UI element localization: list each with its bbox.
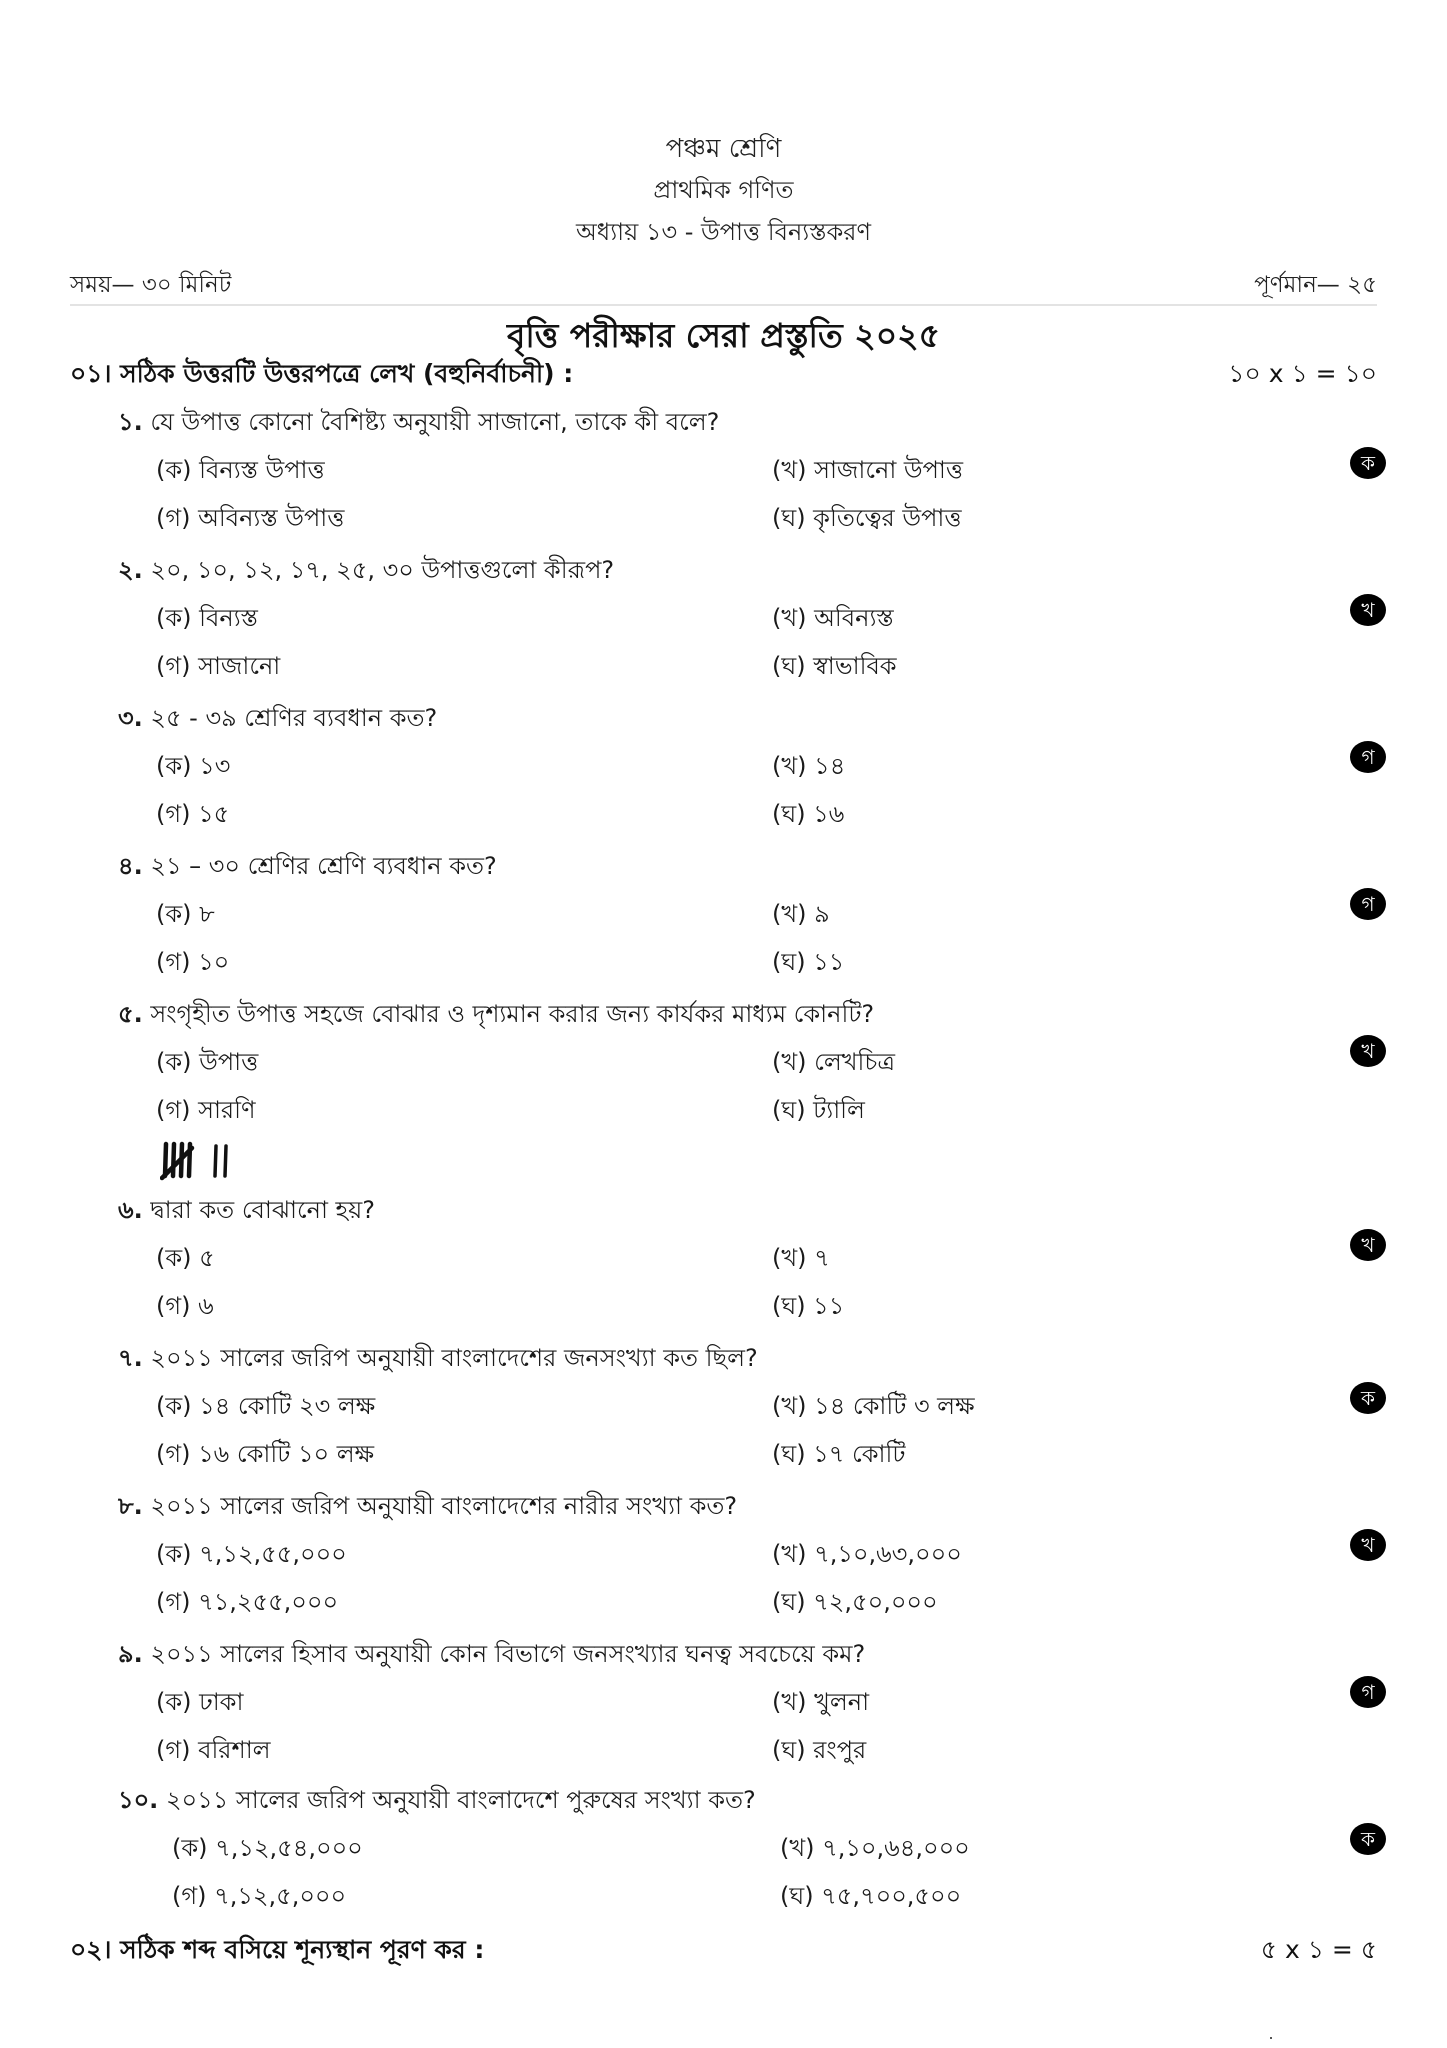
- option-ka: (ক) ৭,১২,৫৫,০০০: [156, 1540, 347, 1568]
- tally-stroke: [215, 1146, 216, 1176]
- question-number: ৩.: [118, 704, 143, 732]
- tally-stroke: [173, 1144, 174, 1176]
- option-kha: (খ) অবিন্যস্ত: [772, 604, 894, 632]
- option-ka: (ক) বিন্যস্ত: [156, 604, 258, 632]
- option-kha: (খ) ৯: [772, 900, 830, 928]
- question-text: ২০১১ সালের জরিপ অনুযায়ী বাংলাদেশের জনসংখ্যা কত ছিল?: [150, 1344, 758, 1372]
- section1-heading: ০১। সঠিক উত্তরটি উত্তরপত্রে লেখ (বহুনির্বাচনী) :: [70, 359, 574, 388]
- meta-row: [70, 266, 1377, 305]
- option-ka: (ক) ১৪ কোটি ২৩ লক্ষ: [156, 1392, 376, 1420]
- question-text: ২০১১ সালের হিসাব অনুযায়ী কোন বিভাগে জনসংখ্যার ঘনত্ব সবচেয়ে কম?: [150, 1640, 866, 1668]
- question-text: ২১ – ৩০ শ্রেণির শ্রেণি ব্যবধান কত?: [150, 852, 497, 880]
- option-gha: (ঘ) ১১: [772, 1292, 845, 1320]
- option-ka: (ক) ঢাকা: [156, 1688, 244, 1716]
- section1-heading-row: [70, 354, 1377, 397]
- question-number: ৮.: [118, 1492, 143, 1520]
- option-ka: (ক) ৮: [156, 900, 215, 928]
- section2-marks: ৫ x ১ = ৫: [1260, 1935, 1377, 1964]
- option-kha: (খ) ১৪: [772, 752, 846, 780]
- answer-badge: ক: [1350, 447, 1386, 479]
- answer-badge: গ: [1350, 1676, 1386, 1708]
- header-divider: [70, 304, 1377, 306]
- option-ka: (ক) বিন্যস্ত উপাত্ত: [156, 456, 325, 484]
- question-9: [118, 1636, 865, 1676]
- tally-marks-icon: [160, 1138, 250, 1182]
- option-ga: (গ) ৬: [156, 1292, 214, 1320]
- option-kha: (খ) ৭,১০,৬৪,০০০: [780, 1834, 970, 1862]
- answer-badge: ক: [1350, 1823, 1386, 1855]
- option-ga: (গ) ৭১,২৫৫,০০০: [156, 1588, 339, 1616]
- answer-badge: খ: [1350, 1229, 1386, 1261]
- question-3: [118, 700, 437, 740]
- option-ga: (গ) বরিশাল: [156, 1736, 271, 1764]
- answer-badge: খ: [1350, 1529, 1386, 1561]
- question-number: ১.: [118, 408, 143, 436]
- question-6: [118, 1192, 375, 1232]
- question-text: ২০১১ সালের জরিপ অনুযায়ী বাংলাদেশে পুরুষের সংখ্যা কত?: [165, 1786, 756, 1814]
- question-2: [118, 552, 614, 592]
- question-text: ২০, ১০, ১২, ১৭, ২৫, ৩০ উপাত্তগুলো কীরূপ?: [150, 556, 615, 584]
- question-number: ১০.: [118, 1786, 159, 1814]
- question-1: [118, 404, 719, 444]
- option-gha: (ঘ) ট্যালি: [772, 1096, 865, 1124]
- option-ga: (গ) ১০: [156, 948, 230, 976]
- question-7: [118, 1340, 758, 1380]
- option-gha: (ঘ) ১৬: [772, 800, 845, 828]
- option-gha: (ঘ) স্বাভাবিক: [772, 652, 897, 680]
- question-text: যে উপাত্ত কোনো বৈশিষ্ট্য অনুযায়ী সাজানো, তাকে কী বলে?: [150, 408, 720, 436]
- time-label: সময়— ৩০ মিনিট: [70, 272, 232, 298]
- option-ga: (গ) সাজানো: [156, 652, 281, 680]
- question-text: ২০১১ সালের জরিপ অনুযায়ী বাংলাদেশের নারীর সংখ্যা কত?: [150, 1492, 738, 1520]
- question-number: ৫.: [118, 1000, 143, 1028]
- option-gha: (ঘ) ৭৫,৭০০,৫০০: [780, 1882, 962, 1910]
- subject-name: প্রাথমিক গণিত: [653, 176, 794, 204]
- answer-badge: খ: [1350, 1035, 1386, 1067]
- option-kha: (খ) ৭,১০,৬৩,০০০: [772, 1540, 962, 1568]
- option-ka: (ক) উপাত্ত: [156, 1048, 259, 1076]
- answer-badge: গ: [1350, 888, 1386, 920]
- option-gha: (ঘ) ১১: [772, 948, 845, 976]
- question-10: [118, 1782, 756, 1822]
- option-ga: (গ) ৭,১২,৫,০০০: [172, 1882, 347, 1910]
- option-gha: (ঘ) ১৭ কোটি: [772, 1440, 906, 1468]
- chapter-title: অধ্যায় ১৩ - উপাত্ত বিন্যস্তকরণ: [575, 218, 872, 246]
- section1-marks: ১০ x ১ = ১০: [1228, 359, 1377, 388]
- option-kha: (খ) ৭: [772, 1244, 830, 1272]
- option-kha: (খ) লেখচিত্র: [772, 1048, 895, 1076]
- option-gha: (ঘ) কৃতিত্বের উপাত্ত: [772, 504, 962, 532]
- question-text: দ্বারা কত বোঝানো হয়?: [150, 1196, 376, 1224]
- question-text: সংগৃহীত উপাত্ত সহজে বোঝার ও দৃশ্যমান করার জন্য কার্যকর মাধ্যম কোনটি?: [150, 1000, 875, 1028]
- option-ka: (ক) ৭,১২,৫৪,০০০: [172, 1834, 363, 1862]
- option-kha: (খ) সাজানো উপাত্ত: [772, 456, 964, 484]
- question-5: [118, 996, 874, 1036]
- question-8: [118, 1488, 737, 1528]
- option-ga: (গ) সারণি: [156, 1096, 256, 1124]
- answer-badge: ক: [1350, 1382, 1386, 1414]
- option-ga: (গ) অবিন্যস্ত উপাত্ত: [156, 504, 345, 532]
- option-gha: (ঘ) ৭২,৫০,০০০: [772, 1588, 938, 1616]
- option-ka: (ক) ১৩: [156, 752, 231, 780]
- option-kha: (খ) ১৪ কোটি ৩ লক্ষ: [772, 1392, 975, 1420]
- question-text: ২৫ - ৩৯ শ্রেণির ব্যবধান কত?: [150, 704, 438, 732]
- question-number: ৬.: [118, 1196, 143, 1224]
- answer-badge: খ: [1350, 594, 1386, 626]
- class-name: পঞ্চম শ্রেণি: [665, 134, 782, 164]
- tally-stroke: [225, 1146, 226, 1176]
- option-ga: (গ) ১৫: [156, 800, 230, 828]
- option-ga: (গ) ১৬ কোটি ১০ লক্ষ: [156, 1440, 375, 1468]
- page-title: বৃত্তি পরীক্ষার সেরা প্রস্তুতি ২০২৫: [506, 316, 941, 355]
- option-ka: (ক) ৫: [156, 1244, 215, 1272]
- full-marks-label: পূর্ণমান— ২৫: [1254, 272, 1377, 298]
- answer-badge: গ: [1350, 741, 1386, 773]
- section2-heading: ০২। সঠিক শব্দ বসিয়ে শূন্যস্থান পূরণ কর :: [70, 1935, 485, 1964]
- option-gha: (ঘ) রংপুর: [772, 1736, 867, 1764]
- question-number: ৪.: [118, 852, 143, 880]
- question-number: ৯.: [118, 1640, 143, 1668]
- stray-mark: [1270, 2037, 1272, 2039]
- question-number: ৭.: [118, 1344, 143, 1372]
- question-number: ২.: [118, 556, 143, 584]
- question-4: [118, 848, 497, 888]
- section2-heading-row: [70, 1930, 1377, 1973]
- option-kha: (খ) খুলনা: [772, 1688, 870, 1716]
